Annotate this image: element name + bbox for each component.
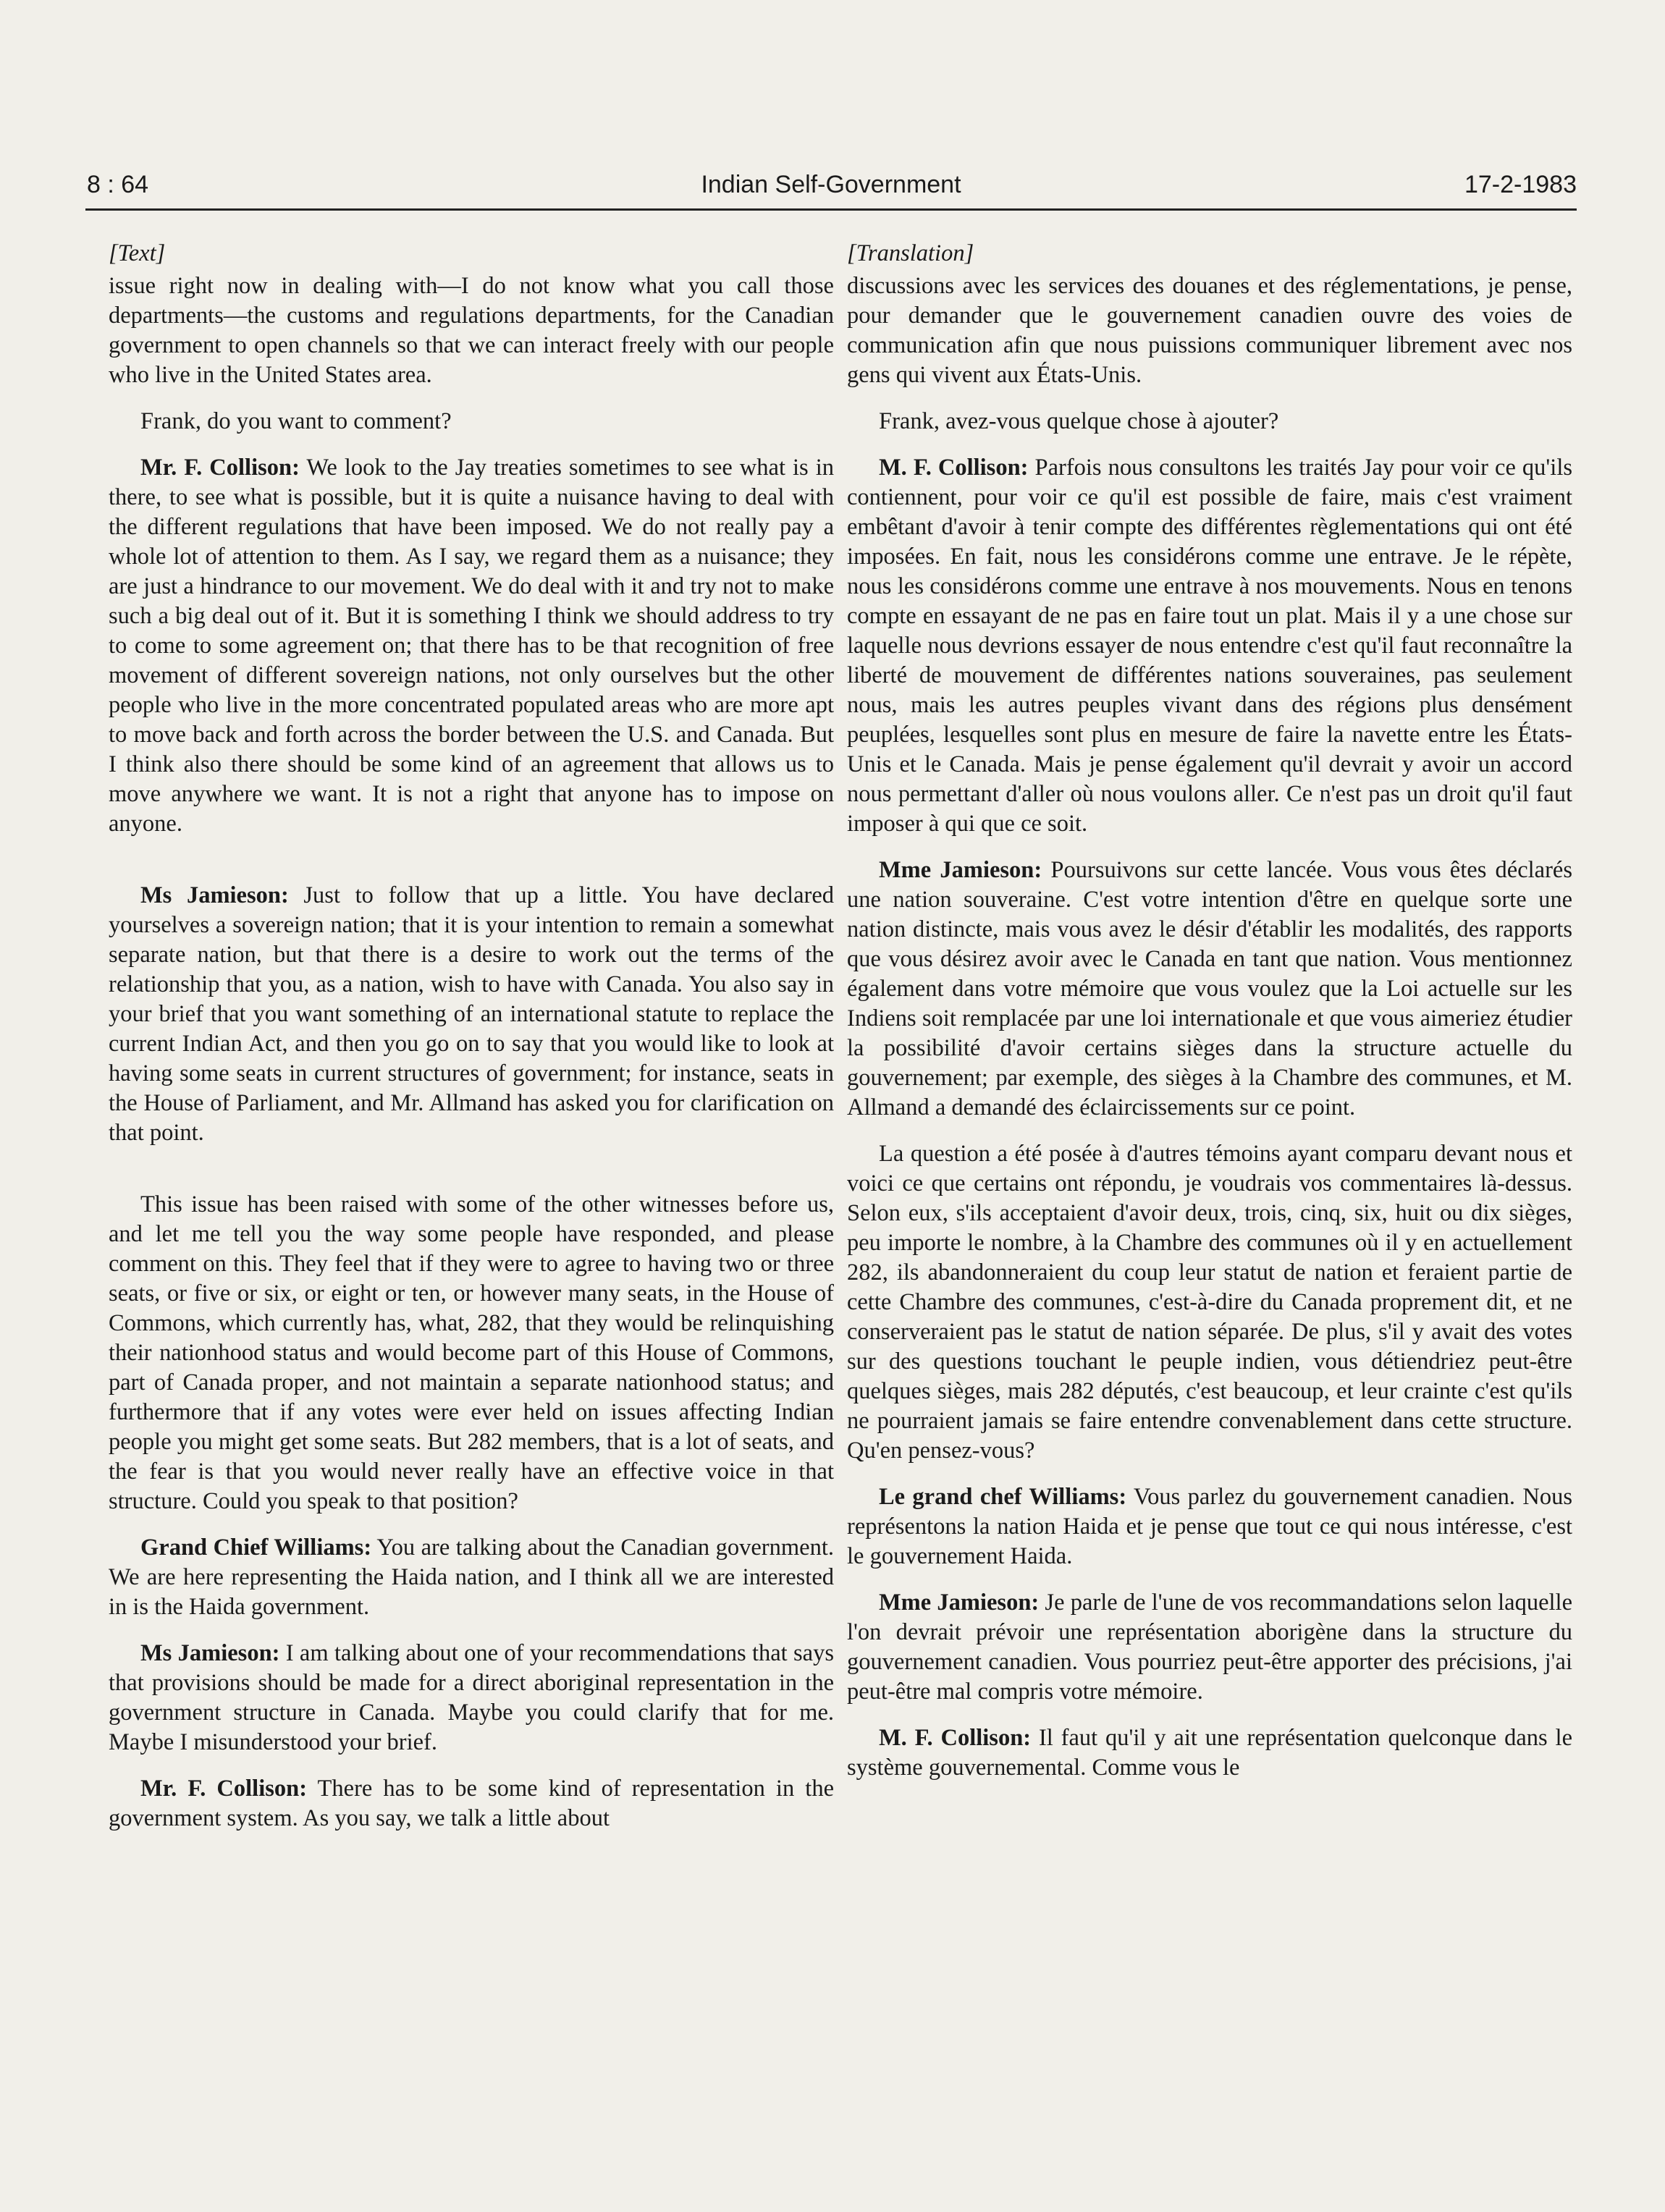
- speech-paragraph: [109, 1533, 834, 1622]
- speech-text: Je parle de l'une de vos recommandations selon laquelle l'on devrait prévoir une représentation aborigène dans la structure du gouvernement canadien. Vous pourriez peut-être apporter des précisions, j'ai peut-être mal compris votre mémoire.: [847, 1590, 1572, 1705]
- english-column: [109, 239, 834, 1850]
- speaker-name: Mr. F. Collison:: [140, 1776, 308, 1802]
- paragraph: issue right now in dealing with—I do not know what you call those departments—the customs and regulations departments, for the Canadian government to open channels so that we can interact freely with our people who live in the United States area.: [109, 273, 834, 388]
- speaker-name: Mme Jamieson:: [879, 857, 1042, 883]
- column-label-translation: [Translation]: [847, 240, 974, 266]
- speech-text: Just to follow that up a little. You have declared yourselves a sovereign nation; that it is your intention to remain a somewhat separate nation, but that there is a desire to work out the terms of the relationship that you, as a nation, wish to have with Canada. You also say in your brief that you want something of an international statute to replace the current Indian Act, and then you go on to say that you would like to look at having some seats in current structures of government; for instance, seats in the House of Parliament, and Mr. Allmand has asked you for clarification on that point.: [109, 882, 834, 1146]
- speech-text: You are talking about the Canadian government. We are here representing the Haida nation, and I think all we are interested in is the Haida government.: [109, 1535, 834, 1620]
- speaker-name: Mr. F. Collison:: [140, 455, 300, 481]
- speech-paragraph: [109, 453, 834, 839]
- speaker-name: Ms Jamieson:: [140, 882, 289, 908]
- page-number: 8 : 64: [87, 171, 149, 198]
- speech-paragraph: [847, 856, 1572, 1123]
- paragraph: discussions avec les services des douanes et des réglementations, je pense, pour demander que le gouvernement canadien ouvre des voies de communication afin que nous puissions communiquer librement avec nos gens qui vivent aux États-Unis.: [847, 273, 1572, 388]
- speech-text: Il faut qu'il y ait une représentation quelconque dans le système gouvernemental. Comme vous le: [847, 1725, 1572, 1781]
- french-column: [847, 239, 1572, 1799]
- speech-paragraph: [109, 1774, 834, 1833]
- paragraph: Frank, do you want to comment?: [140, 408, 452, 434]
- speech-paragraph: [847, 453, 1572, 839]
- paragraph: Frank, avez-vous quelque chose à ajouter?: [879, 408, 1279, 434]
- page-header: [85, 168, 1577, 211]
- speech-paragraph: [847, 1723, 1572, 1783]
- speech-text: I am talking about one of your recommendations that says that provisions should be made for a direct aboriginal representation in the government structure in Canada. Maybe you could clarify that for me. Maybe I misunderstood your brief.: [109, 1640, 834, 1755]
- speech-paragraph: [847, 1482, 1572, 1571]
- column-label-text: [Text]: [109, 240, 166, 266]
- paragraph: La question a été posée à d'autres témoins ayant comparu devant nous et voici ce que certains ont répondu, je voudrais vos commentaires là-dessus. Selon eux, s'ils acceptaient d'avoir deux, trois, cinq, six, huit ou dix sièges, peu importe le nombre, à la Chambre des communes où il y en actuellement 282, ils abandonneraient du coup leur statut de nation et feraient partie de cette Chambre des communes, c'est-à-dire du Canada proprement dit, et ne conserveraient pas le statut de nation séparée. De plus, s'il y avait des votes sur des questions touchant le peuple indien, vous détiendriez peut-être quelques sièges, mais 282 députés, c'est beaucoup, et leur crainte c'est qu'ils ne pourraient jamais se faire entendre convenablement dans cette structure. Qu'en pensez-vous?: [847, 1141, 1572, 1464]
- speaker-name: M. F. Collison:: [879, 455, 1029, 481]
- running-title: Indian Self-Government: [701, 171, 961, 198]
- speaker-name: M. F. Collison:: [879, 1725, 1032, 1751]
- speech-text: There has to be some kind of representation in the government system. As you say, we talk a little about: [109, 1776, 834, 1831]
- speech-text: Parfois nous consultons les traités Jay pour voir ce qu'ils contiennent, pour voir ce qu'il est possible de faire, mais c'est vraiment embêtant d'avoir à tenir compte des différentes règlementations qui ont été imposées. En fait, nous les considérons comme une entrave. Je le répète, nous les considérons comme une entrave à nos mouvements. Nous en tenons compte en essayant de ne pas en faire tout un plat. Mais il y a une chose sur laquelle nous devrions essayer de nous entendre c'est qu'il faut reconnaître la liberté de mouvement de différentes nations souveraines, pas seulement nous, mais les autres peuples vivant dans des régions plus densément peuplées, lesquelles sont plus en mesure de faire la navette entre les États-Unis et le Canada. Mais je pense également qu'il devrait y avoir un accord nous permettant d'aller où nous voulons aller. Ce n'est pas un droit qu'il faut imposer à qui que ce soit.: [847, 455, 1572, 837]
- speech-text: We look to the Jay treaties sometimes to see what is in there, to see what is possible, but it is quite a nuisance having to deal with the different regulations that have been imposed. We do not really pay a whole lot of attention to them. As I say, we regard them as a nuisance; they are just a hindrance to our movement. We do deal with it and try not to make such a big deal out of it. But it is something I think we should address to try to come to some agreement on; that there has to be that recognition of free movement of different sovereign nations, not only ourselves but the other people who live in the more concentrated populated areas who are more apt to move back and forth across the border between the U.S. and Canada. But I think also there should be some kind of an agreement that allows us to move anywhere we want. It is not a right that anyone has to impose on anyone.: [109, 455, 834, 837]
- speech-paragraph: [109, 881, 834, 1148]
- speech-text: Vous parlez du gouvernement canadien. Nous représentons la nation Haida et je pense que tout ce qui nous intéresse, c'est le gouvernement Haida.: [847, 1484, 1572, 1569]
- speech-paragraph: [109, 1639, 834, 1757]
- speech-paragraph: [847, 1588, 1572, 1707]
- paragraph: This issue has been raised with some of the other witnesses before us, and let me tell you the way some people have responded, and please comment on this. They feel that if they were to agree to having two or three seats, or five or six, or eight or ten, or however many seats, in the House of Commons, which currently has, what, 282, that they would be relinquishing their nationhood status and would become part of this House of Commons, part of Canada proper, and not maintain a separate nationhood status; and furthermore that if any votes were ever held on issues affecting Indian people you might get some seats. But 282 members, that is a lot of seats, and the fear is that you would never really have an effective voice in that structure. Could you speak to that position?: [109, 1191, 834, 1514]
- speech-text: Poursuivons sur cette lancée. Vous vous êtes déclarés une nation souveraine. C'est votre intention d'être en quelque sorte une nation distincte, mais vous avez le désir d'établir les modalités, des rapports que vous désirez avoir avec le Canada en tant que nation. Vous mentionnez également dans votre mémoire que vous voulez que la Loi actuelle sur les Indiens soit remplacée par une loi internationale et que vous aimeriez étudier la possibilité d'avoir certains sièges dans la structure actuelle du gouvernement; par exemple, des sièges à la Chambre des communes, et M. Allmand a demandé des éclaircissements sur ce point.: [847, 857, 1572, 1120]
- header-date: 17-2-1983: [1464, 171, 1577, 198]
- speaker-name: Le grand chef Williams:: [879, 1484, 1127, 1510]
- speaker-name: Grand Chief Williams:: [140, 1535, 372, 1561]
- speaker-name: Mme Jamieson:: [879, 1590, 1040, 1616]
- speaker-name: Ms Jamieson:: [140, 1640, 280, 1666]
